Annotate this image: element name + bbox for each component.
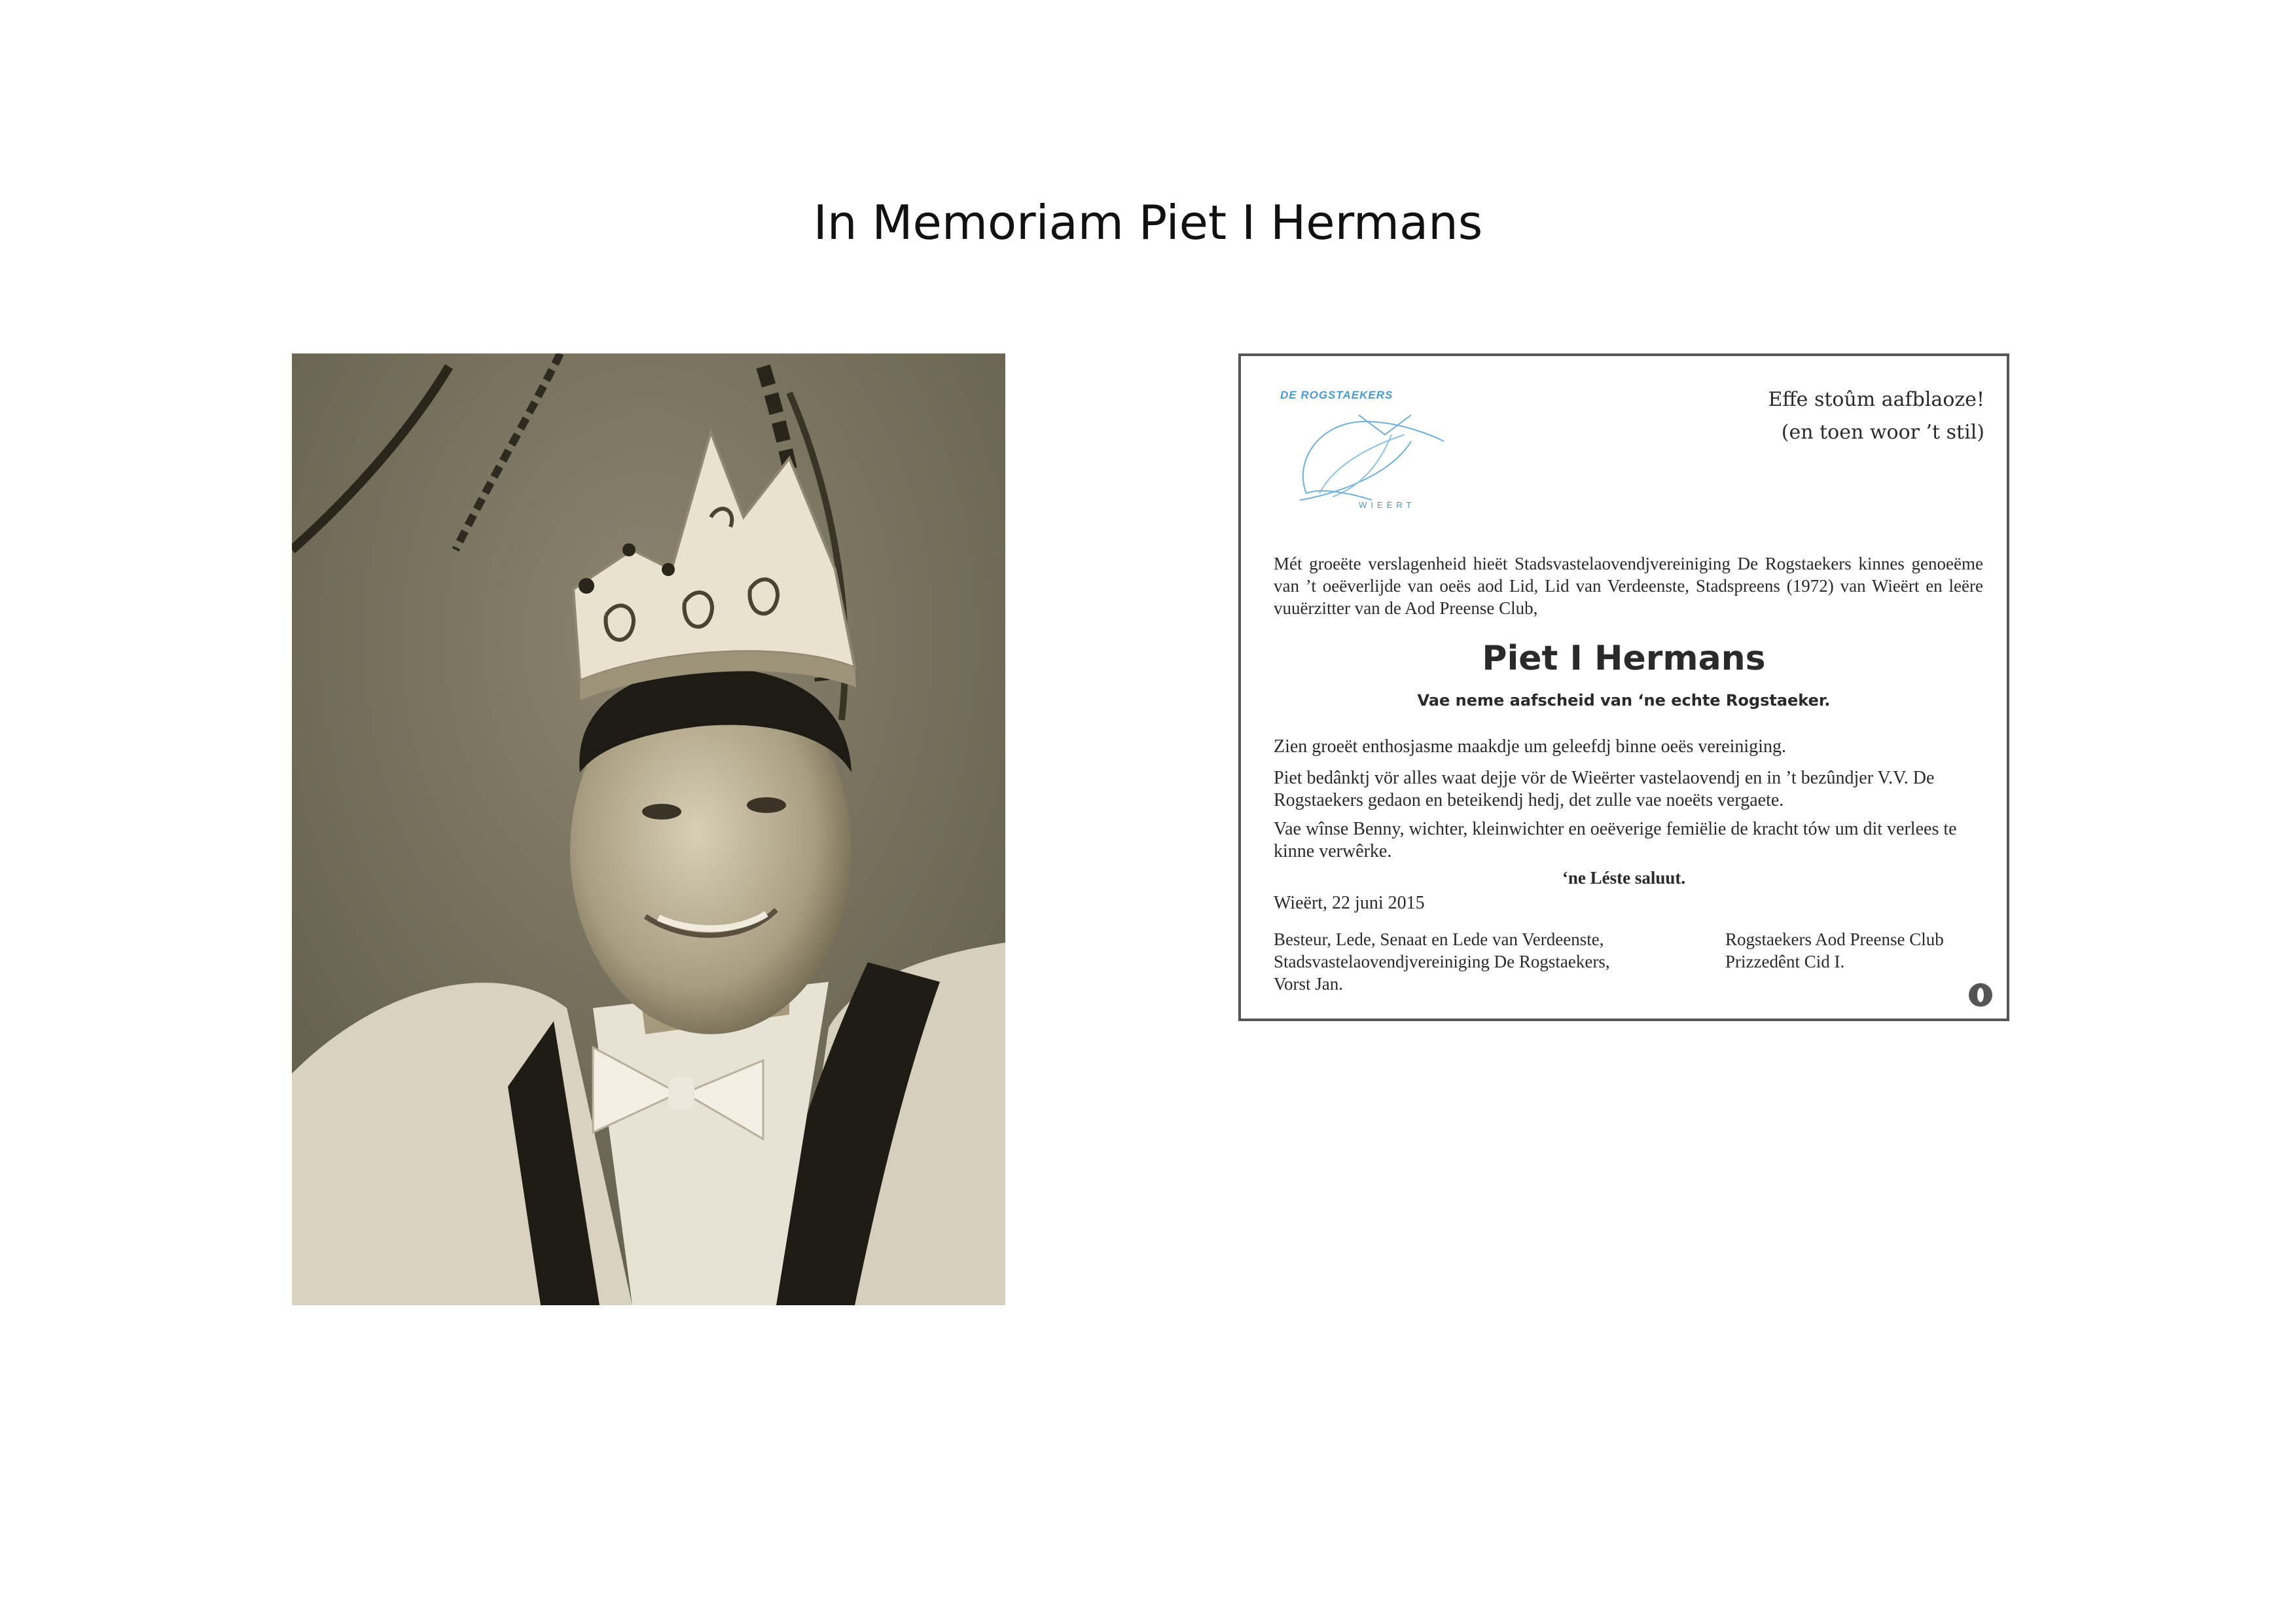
rogstaekers-logo xyxy=(1280,389,1450,520)
signatories-right xyxy=(1725,928,1944,973)
signatories-left xyxy=(1274,928,1610,995)
paragraph-enthusiasm: Zien groeët enthosjasme maakdje um geleefdj binne oeës vereiniging. xyxy=(1274,736,1786,757)
signatory-line: Rogstaekers Aod Preense Club xyxy=(1725,929,1944,949)
signatory-line: Stadsvastelaovendjvereiniging De Rogstaekers, xyxy=(1274,952,1610,971)
closing-salute: ‘ne Léste saluut. xyxy=(1562,868,1686,888)
place-date: Wieërt, 22 juni 2015 xyxy=(1274,893,1425,913)
motto-line-2: (en toen woor ’t stil) xyxy=(1781,421,1984,444)
intro-text: Mét groeëte verslagenheid hieët Stadsvastelaovendjvereiniging De Rogstaekers kinnes genoeëme van ’t oeëverlijde van oeës aod Lid, Lid van Verdeenste, Stadspreens (1972) van Wieërt en leëre vuuërzitter van de Aod Preense Club, xyxy=(1274,554,1983,618)
deceased-name: Piet I Hermans xyxy=(1482,639,1766,678)
motto-line-1: Effe stoûm aafblaoze! xyxy=(1768,388,1984,411)
signatory-line: Besteur, Lede, Senaat en Lede van Verdeenste, xyxy=(1274,929,1604,949)
signatory-line: Prizzedênt Cid I. xyxy=(1725,952,1845,971)
motto xyxy=(1768,384,1984,449)
publisher-mark-icon xyxy=(1969,983,1992,1007)
page-title: In Memoriam Piet I Hermans xyxy=(813,195,1483,250)
portrait-photo xyxy=(292,353,1005,1305)
paragraph-thanks: Piet bedânktj vör alles waat dejje vör de Wieërter vastelaovendj en in ’t bezûndjer V.V. De Rogstaekers gedaon en beteikendj hedj, det zulle vae noeëts vergaete. xyxy=(1274,768,1935,810)
paragraph-condolences: Vae wînse Benny, wichter, kleinwichter en oeëverige femiëlie de kracht tów um dit verlees te kinne verwêrke. xyxy=(1274,819,1957,861)
farewell-subtitle: Vae neme aafscheid van ‘ne echte Rogstaeker. xyxy=(1417,691,1831,710)
logo-name: DE ROGSTAEKERS xyxy=(1280,389,1393,401)
rogstaekers-emblem-icon xyxy=(1280,395,1450,513)
logo-subtitle: WIEËRT xyxy=(1359,500,1416,510)
signatory-line: Vorst Jan. xyxy=(1274,974,1344,994)
portrait-illustration xyxy=(292,353,1005,1305)
obituary-notice xyxy=(1238,353,2009,1021)
